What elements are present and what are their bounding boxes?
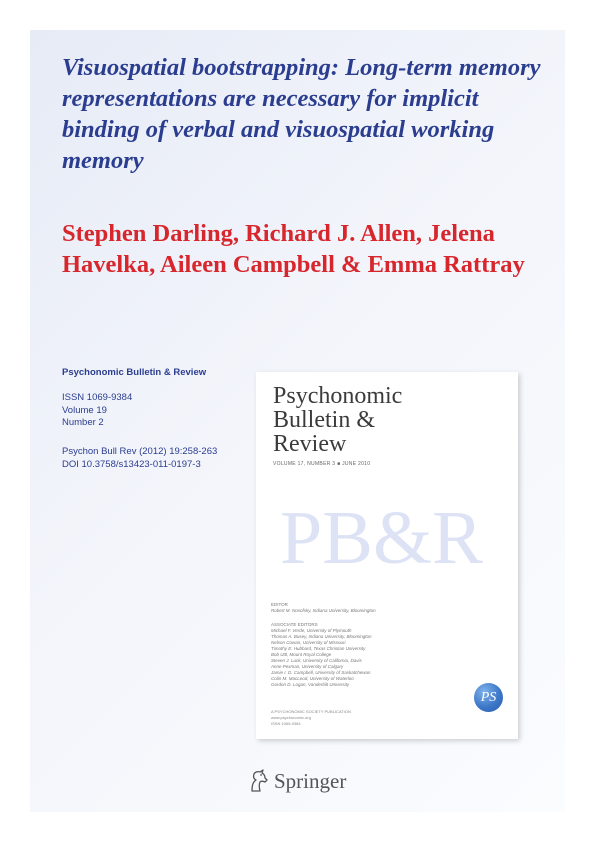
associate-editor: Timothy E. Hubbard, Texas Christian University xyxy=(271,646,366,651)
cover-editor-block xyxy=(271,602,376,614)
publisher-name: Springer xyxy=(274,768,347,793)
cover-watermark-text: PB&R xyxy=(280,496,483,580)
associate-editor: Jamie I. D. Campbell, University of Saskatchewan xyxy=(271,670,371,675)
citation-info xyxy=(62,446,217,471)
associate-editor: Colin M. MacLeod, University of Waterloo xyxy=(271,676,354,681)
journal-issue-info xyxy=(62,392,132,430)
cover-footer xyxy=(271,709,351,727)
cover-title-line: Review xyxy=(273,431,347,457)
cover-footer-line: ISSN 1069-9384 xyxy=(271,721,301,726)
cover-footer-line: www.psychonomic.org xyxy=(271,715,311,720)
cover-editor-label: EDITOR xyxy=(271,602,288,607)
article-authors: Stephen Darling, Richard J. Allen, Jelena Havelka, Aileen Campbell & Emma Rattray xyxy=(62,220,525,278)
journal-cover-image xyxy=(256,372,518,739)
journal-doi: DOI 10.3758/s13423-011-0197-3 xyxy=(62,458,201,470)
journal-citation: Psychon Bull Rev (2012) 19:258-263 xyxy=(62,446,218,457)
associate-editor: Thomas A. Busey, Indiana University, Bloomington xyxy=(271,634,372,639)
associate-editor: Steven J. Luck, University of California, Davis xyxy=(271,658,362,663)
journal-volume: Volume 19 xyxy=(62,404,107,416)
cover-issue-line: VOLUME 17, NUMBER 3 ■ JUNE 2010 xyxy=(273,461,371,467)
associate-editor: Gordon D. Logan, Vanderbilt University xyxy=(271,682,350,687)
cover-editor-name: Robert M. Nosofsky, Indiana University, Bloomington xyxy=(271,608,376,613)
journal-name: Psychonomic Bulletin & Review xyxy=(62,367,207,378)
associate-editor: Bob Uttl, Mount Royal College xyxy=(271,652,332,657)
cover-title-line: Bulletin & xyxy=(273,407,375,433)
cover-associate-editors xyxy=(271,622,371,688)
associate-editor: Michael F. Verde, University of Plymouth xyxy=(271,628,352,633)
springer-horse-icon xyxy=(247,769,269,793)
associate-editor: Nelson Cowan, University of Missouri xyxy=(271,640,346,645)
cover-title-line: Psychonomic xyxy=(273,383,403,409)
psychonomic-society-logo-icon: PS xyxy=(474,683,503,712)
journal-number: Number 2 xyxy=(62,417,104,428)
journal-issn: ISSN 1069-9384 xyxy=(62,392,133,403)
cover-title xyxy=(273,384,402,456)
article-title: Visuospatial bootstrapping: Long-term memory representations are necessary for implicit binding of verbal and visuospatial working memory xyxy=(62,54,541,174)
cover-associate-label: ASSOCIATE EDITORS xyxy=(271,622,318,627)
springer-logo xyxy=(247,768,346,794)
cover-footer-line: A PSYCHONOMIC SOCIETY PUBLICATION xyxy=(271,709,351,714)
associate-editor: Anne Pexman, University of Calgary xyxy=(271,664,344,669)
associate-editor-list xyxy=(271,628,371,688)
